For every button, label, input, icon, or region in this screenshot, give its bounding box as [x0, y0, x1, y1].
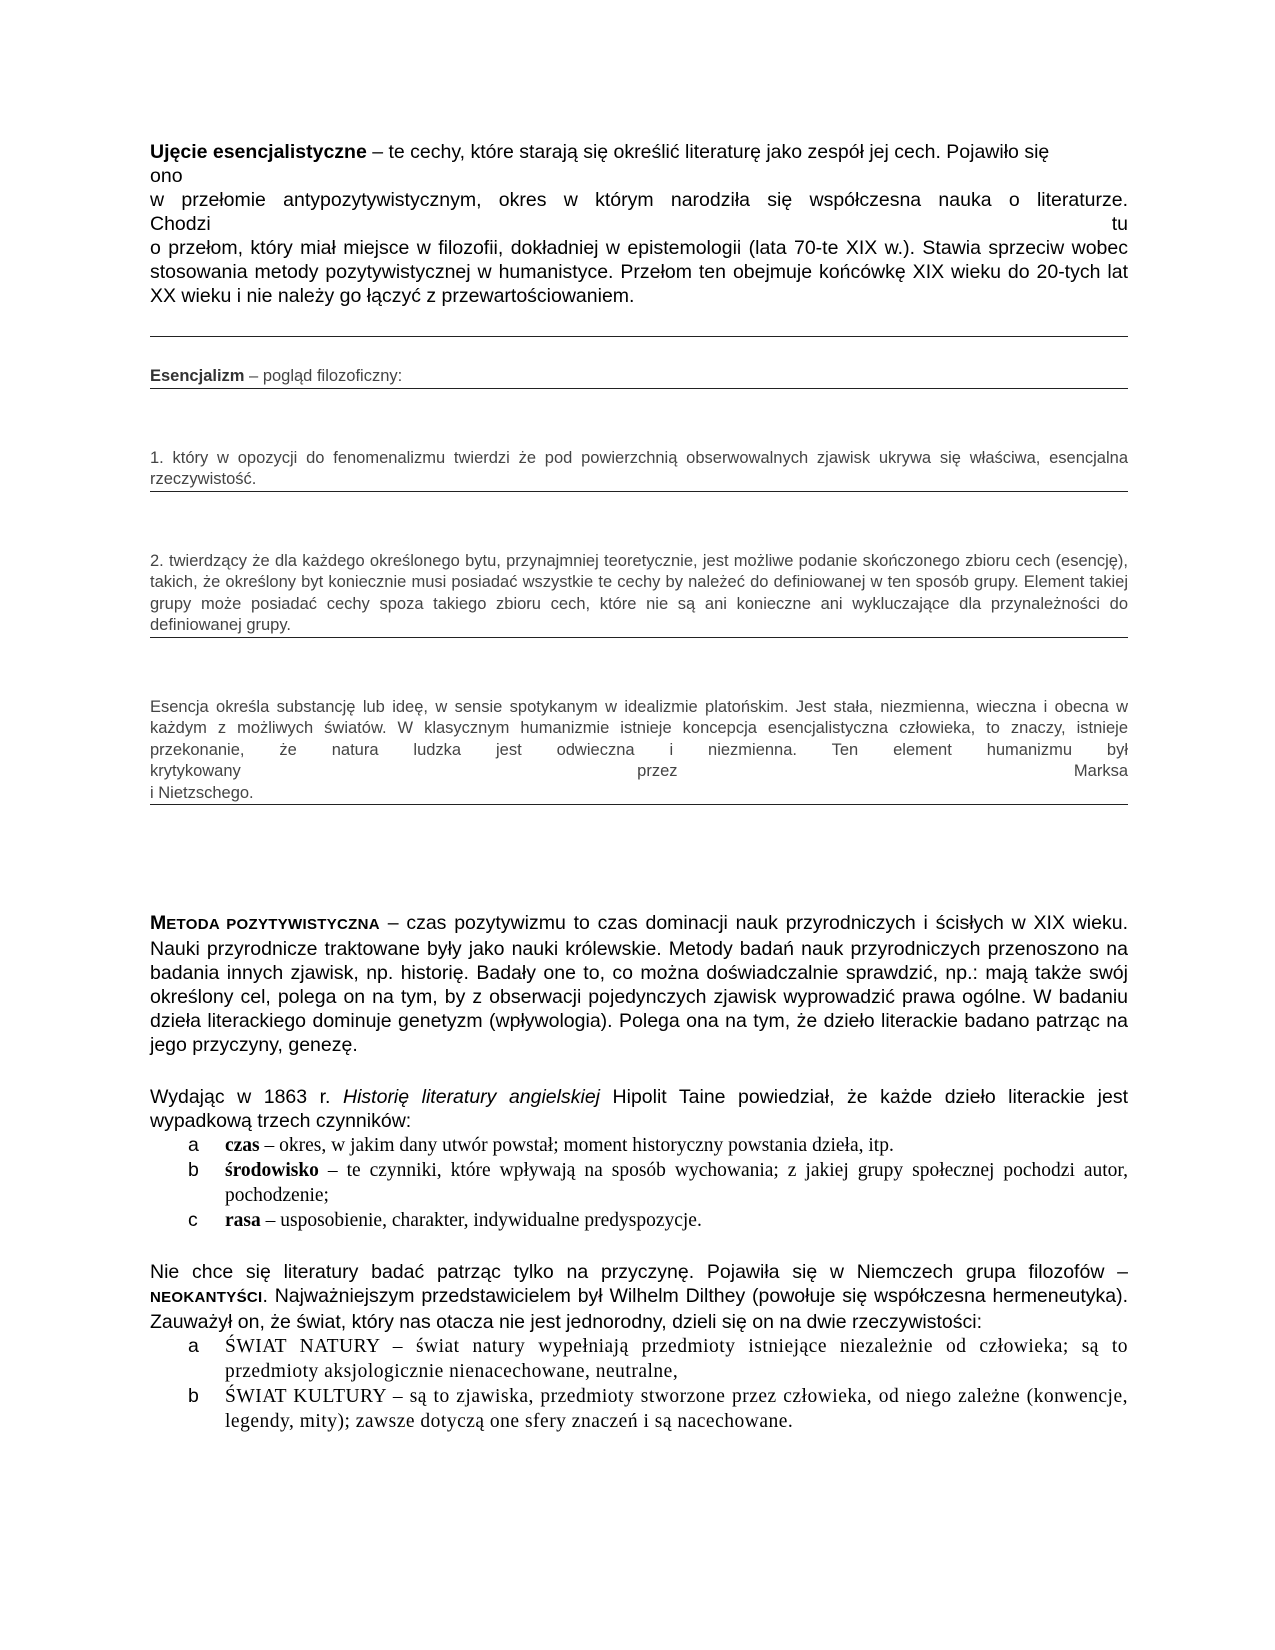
document-page [150, 140, 1128, 1434]
list-item: a ŚWIAT NATURY – świat natury wypełniają przedmioty istniejące niezależnie od człowieka; są to przedmioty aksjologicznie nienacechowane, neutralne, [188, 1335, 1128, 1382]
book-title: Historię literatury angielskiej [343, 1086, 600, 1108]
worlds-list [150, 1334, 1128, 1434]
list-item: b ŚWIAT KULTURY – są to zjawiska, przedmioty stworzone przez człowieka, od niego zależne (konwencje, legendy, mity); zawsze dotyczą one sfery znaczeń i są nacechowane. [188, 1385, 1128, 1432]
paragraph-ujecie-line2: ono [150, 165, 183, 187]
term-neokantysci: NEOKANTYŚCI [150, 1289, 263, 1306]
essence-main: Esencja określa substancję lub ideę, w sensie spotykanym w idealizmie platońskim. Jest stała, niezmienna, wieczna i obecna w każdym z możliwych światów. W klasycznym humanizmie istnieje koncepcja esencjalistyczna człowieka, to znaczy, istnieje przekonanie, że natura ludzka jest odwieczna i niezmienna. Ten element humanizmu był [150, 697, 1128, 759]
paragraph-taine: Wydając w 1863 r. Historię literatury angielskiej Hipolit Taine powiedział, że każde dzieło literackie jest wypadkową trzech czynników: [150, 1086, 1128, 1132]
esencjalizm-heading: Esencjalizm – pogląd filozoficzny: [150, 367, 403, 385]
paragraph-metoda: METODA POZYTYWISTYCZNA – czas pozytywizmu to czas dominacji nauk przyrodniczych i ścisłych w XIX wieku. Nauki przyrodnicze traktowane były jako nauki królewskie. Metody badań nauk przyrodniczych przenoszono na badania innych zjawisk, np. historię. Badały one to, co można doświadczalnie sprawdzić, np.: mają także swój określony cel, polega on na tym, by z obserwacji pojedynczych zjawisk wyprowadzić prawa ogólne. W badaniu dzieła literackiego dominuje genetyzm (wpływologia). Polega ona na tym, że dzieło literackie badano patrząc na jego przyczyny, genezę. [150, 912, 1128, 1056]
essence-tail: i Nietzschego. [150, 783, 254, 802]
paragraph-ujecie-line3: w przełomie antypozytywistycznym, okres w którym narodziła się współczesna nauka o literaturze. [150, 189, 1128, 211]
essence-paragraph [150, 697, 1128, 805]
paragraph-ujecie-line4: Chodzi tu [150, 213, 1128, 235]
paragraph-neokantysci: Nie chce się literatury badać patrząc tylko na przyczynę. Pojawiła się w Niemczech grupa filozofów – NEOKANTYŚCI. Najważniejszym przedstawicielem był Wilhelm Dilthey (powołuje się współczesna hermeneutyka). Zauważył on, że świat, który nas otacza nie jest jednorodny, dzieli się on na dwie rzeczywistości: [150, 1261, 1128, 1333]
taine-factors-list [150, 1133, 1128, 1233]
paragraph-ujecie-line5: o przełom, który miał miejsce w filozofii, dokładniej w epistemologii (lata 70-te XIX w.). Stawia sprzeciw wobec stosowania metody pozytywistycznej w humanistyce. Przełom ten obejmuje końcówkę XIX wieku do 20-tych lat XX wieku i nie należy go łączyć z przewartościowaniem. [150, 237, 1128, 307]
list-item: a czas – okres, w jakim dany utwór powstał; moment historyczny powstania dzieła, itp. [188, 1134, 894, 1156]
list-item: c rasa – usposobienie, charakter, indywidualne predyspozycje. [188, 1209, 702, 1231]
essence-last-line: krytykowany przez Marksa [150, 762, 1128, 780]
list-item: b środowisko – te czynniki, które wpływają na sposób wychowania; z jakiej grupy społecznej pochodzi autor, pochodzenie; [188, 1159, 1128, 1206]
term-ujecie: Ujęcie esencjalistyczne [150, 141, 367, 163]
term-metoda-initial: M [150, 912, 167, 934]
term-metoda-rest: ETODA POZYTYWISTYCZNA [166, 916, 380, 933]
paragraph-ujecie-line1: Ujęcie esencjalistyczne – te cechy, które starają się określić literaturę jako zespół jej cech. Pojawiło się [150, 141, 1050, 163]
esencjalizm-point-2: 2. twierdzący że dla każdego określonego bytu, przynajmniej teoretycznie, jest możliwe podanie skończonego zbioru cech (esencję), takich, że określony byt koniecznie musi posiadać wszystkie te cechy by należeć do definiowanej w ten sposób grupy. Element takiej grupy może posiadać cechy spoza takiego zbioru cech, które nie są ani konieczne ani wykluczające dla przynależności do definiowanej grupy. [150, 551, 1128, 634]
esencjalizm-point-1: 1. który w opozycji do fenomenalizmu twierdzi że pod powierzchnią obserwowalnych zjawisk ukrywa się właściwa, esencjalna rzeczywistość. [150, 448, 1128, 488]
section-ujecie [150, 140, 1128, 308]
